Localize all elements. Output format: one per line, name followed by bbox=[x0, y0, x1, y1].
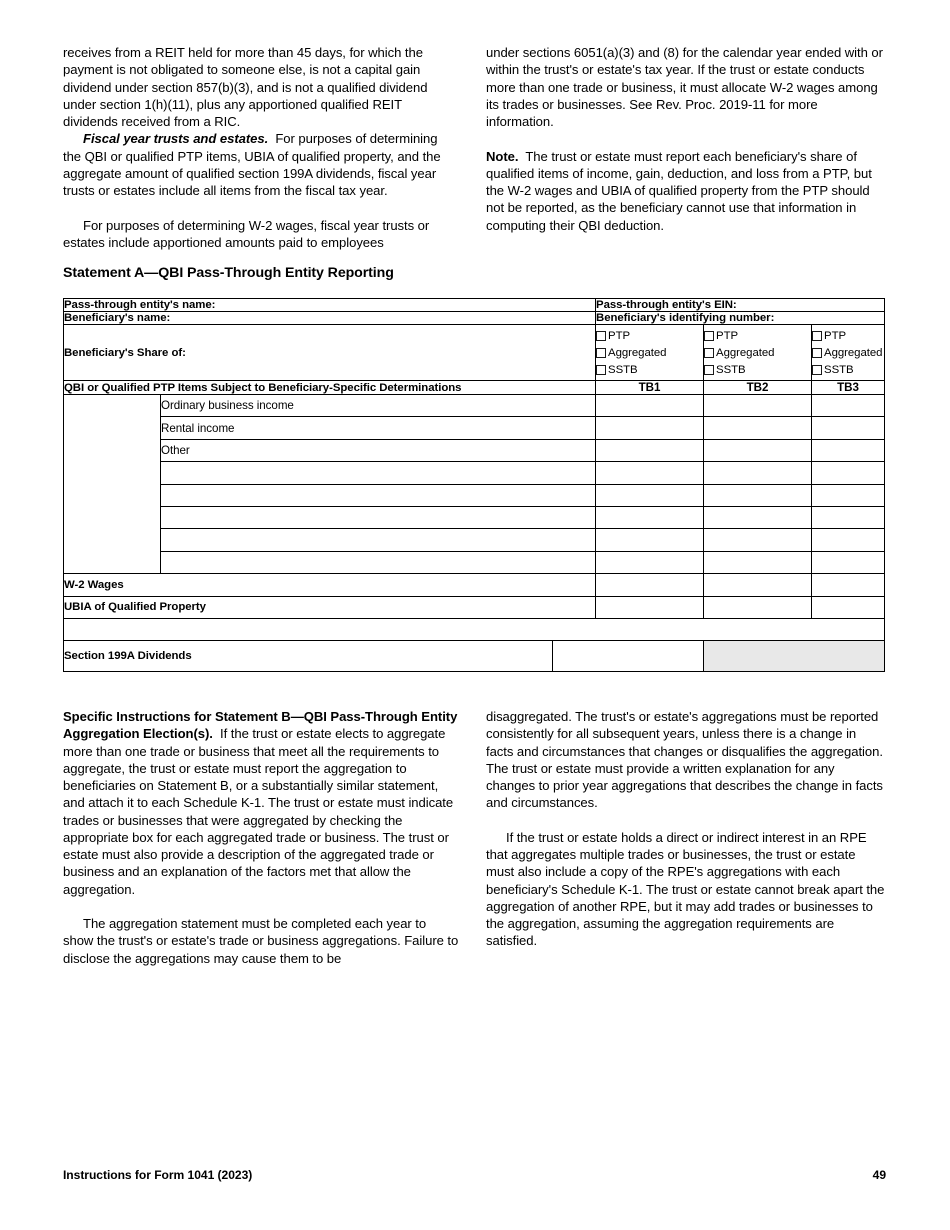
checkbox-label-aggregated-tb2: Aggregated bbox=[716, 346, 775, 359]
cell-line-item-tb3-value[interactable] bbox=[812, 506, 885, 528]
paragraph-note bbox=[486, 148, 886, 234]
checkbox-row-aggregated-tb3[interactable] bbox=[812, 344, 884, 361]
runin-fiscal-year-trusts: Fiscal year trusts and estates. bbox=[83, 131, 269, 147]
cell-line-item-tb3-value[interactable] bbox=[812, 462, 885, 484]
checkbox-row-sstb-tb2[interactable] bbox=[704, 361, 811, 378]
cell-line-item-label[interactable]: Rental income bbox=[161, 417, 596, 439]
table-row-line-item bbox=[64, 395, 885, 417]
table-row-line-item bbox=[64, 484, 885, 506]
column-header-tb3: TB3 bbox=[812, 381, 885, 395]
table-row-blank-separator bbox=[64, 618, 885, 640]
cell-line-item-tb3-value[interactable] bbox=[812, 417, 885, 439]
cell-checkbox-group-tb2 bbox=[704, 325, 812, 381]
paragraph-disaggregated: disaggregated. The trust's or estate's aggregations must be reported consistently for all subsequent years, unless there is a change in facts and circumstances that changes or disqualifies the aggregation. The trust or estate must provide a written explanation for any changes to prior year aggregations that describes the change in facts and circumstances. bbox=[486, 709, 883, 811]
spacer bbox=[213, 726, 220, 741]
paragraph-sections-6051: under sections 6051(a)(3) and (8) for the calendar year ended with or within the trust's or estate's tax year. If the trust or estate conducts more than one trade or business, it must allocate W-2 wages among its trades or businesses. See Rev. Proc. 2019-11 for more information. bbox=[486, 45, 883, 129]
column-header-tb2: TB2 bbox=[704, 381, 812, 395]
paragraph-gap bbox=[486, 812, 886, 829]
checkbox-icon-sstb-tb1[interactable] bbox=[596, 365, 606, 375]
paragraph-aggregation-statement: The aggregation statement must be completed each year to show the trust's or estate's trade or business aggregations. Failure to disclose the aggregations may cause them to be bbox=[63, 916, 459, 966]
cell-w2-wages-tb3-value[interactable] bbox=[812, 574, 885, 596]
checkbox-label-ptp-tb1: PTP bbox=[608, 329, 631, 342]
footer-document-title: Instructions for Form 1041 (2023) bbox=[63, 1168, 253, 1182]
checkbox-label-aggregated-tb3: Aggregated bbox=[824, 346, 883, 359]
cell-line-item-tb3-value[interactable] bbox=[812, 484, 885, 506]
paragraph-w2-wages-determining: For purposes of determining W-2 wages, fiscal year trusts or estates include apportioned amounts paid to employees bbox=[63, 217, 430, 250]
paragraph-gap bbox=[63, 199, 459, 216]
checkbox-row-aggregated-tb1[interactable] bbox=[596, 344, 703, 361]
cell-line-item-label[interactable]: Ordinary business income bbox=[161, 395, 596, 417]
checkbox-label-aggregated-tb1: Aggregated bbox=[608, 346, 667, 359]
table-row-line-item bbox=[64, 462, 885, 484]
cell-entity-name-label: Pass-through entity's name: bbox=[64, 299, 596, 312]
cell-blank-separator bbox=[64, 618, 885, 640]
cell-w2-wages-label: W-2 Wages bbox=[64, 574, 596, 596]
paragraph-reit-continuation: receives from a REIT held for more than 45 days, for which the payment is not obligated to someone else, is not a capital gain dividend under section 857(b)(3), and is not a qualified dividend under section 1(h)(11), plus any apportioned qualified REIT dividends received from a RIC. bbox=[63, 45, 428, 129]
footer-page-number: 49 bbox=[872, 1168, 886, 1182]
cell-section-199a-value[interactable] bbox=[553, 640, 704, 671]
cell-line-item-tb1-value[interactable] bbox=[596, 417, 704, 439]
cell-qbi-items-label: QBI or Qualified PTP Items Subject to Beneficiary-Specific Determinations bbox=[64, 381, 596, 395]
checkbox-row-ptp-tb1[interactable] bbox=[596, 327, 703, 344]
checkbox-icon-ptp-tb1[interactable] bbox=[596, 331, 606, 341]
cell-w2-wages-tb1-value[interactable] bbox=[596, 574, 704, 596]
cell-entity-ein-label[interactable]: Pass-through entity's EIN: bbox=[596, 299, 885, 312]
cell-line-item-tb2-value[interactable] bbox=[704, 395, 812, 417]
paragraph-fiscal-year-body: For purposes of determining the QBI or qualified PTP items, UBIA of qualified property, and the aggregate amount of qualified section 199A dividends, fiscal year trusts or estates include all items from the fiscal tax year. bbox=[63, 131, 441, 198]
top-right-column bbox=[486, 44, 886, 251]
checkbox-icon-aggregated-tb2[interactable] bbox=[704, 348, 714, 358]
checkbox-row-sstb-tb3[interactable] bbox=[812, 361, 884, 378]
cell-ubia-tb1-value[interactable] bbox=[596, 596, 704, 618]
cell-ubia-tb3-value[interactable] bbox=[812, 596, 885, 618]
cell-line-item-tb1-value[interactable] bbox=[596, 439, 704, 461]
cell-line-item-tb1-value[interactable] bbox=[596, 506, 704, 528]
checkbox-icon-aggregated-tb1[interactable] bbox=[596, 348, 606, 358]
cell-line-item-tb2-value[interactable] bbox=[704, 417, 812, 439]
column-header-tb1: TB1 bbox=[596, 381, 704, 395]
cell-line-item-label[interactable] bbox=[161, 506, 596, 528]
checkbox-label-sstb-tb3: SSTB bbox=[824, 363, 854, 376]
cell-section-199a-label: Section 199A Dividends bbox=[64, 640, 553, 671]
table-row-line-item bbox=[64, 529, 885, 551]
checkbox-row-sstb-tb1[interactable] bbox=[596, 361, 703, 378]
runin-statement-b-heading: Specific Instructions for Statement B—QBI Pass-Through Entity Aggregation Election(s). bbox=[63, 709, 458, 742]
cell-ubia-label: UBIA of Qualified Property bbox=[64, 596, 596, 618]
cell-line-item-tb2-value[interactable] bbox=[704, 506, 812, 528]
checkbox-label-ptp-tb2: PTP bbox=[716, 329, 739, 342]
cell-line-item-tb2-value[interactable] bbox=[704, 439, 812, 461]
cell-line-item-label[interactable] bbox=[161, 551, 596, 573]
cell-line-item-tb2-value[interactable] bbox=[704, 551, 812, 573]
bottom-right-column bbox=[486, 708, 886, 967]
paragraph-fiscal-year-trusts bbox=[63, 130, 459, 199]
cell-line-item-label[interactable] bbox=[161, 529, 596, 551]
table-row-line-item bbox=[64, 506, 885, 528]
cell-beneficiary-name-label: Beneficiary's name: bbox=[64, 312, 596, 325]
cell-line-item-tb3-value[interactable] bbox=[812, 395, 885, 417]
cell-checkbox-group-tb1 bbox=[596, 325, 704, 381]
cell-line-item-tb1-value[interactable] bbox=[596, 529, 704, 551]
statement-a-table bbox=[63, 298, 885, 672]
cell-line-item-tb2-value[interactable] bbox=[704, 462, 812, 484]
checkbox-label-sstb-tb2: SSTB bbox=[716, 363, 746, 376]
cell-line-item-tb3-value[interactable] bbox=[812, 439, 885, 461]
table-row-qbi-items-header bbox=[64, 381, 885, 395]
page-footer bbox=[63, 1168, 886, 1182]
checkbox-row-ptp-tb2[interactable] bbox=[704, 327, 811, 344]
cell-ubia-tb2-value[interactable] bbox=[704, 596, 812, 618]
table-row-w2-wages bbox=[64, 574, 885, 596]
table-row-ubia bbox=[64, 596, 885, 618]
cell-line-item-tb1-value[interactable] bbox=[596, 462, 704, 484]
bottom-text-columns bbox=[63, 708, 886, 967]
table-row-line-item bbox=[64, 551, 885, 573]
cell-line-item-label[interactable]: Other bbox=[161, 439, 596, 461]
checkbox-icon-sstb-tb2[interactable] bbox=[704, 365, 714, 375]
cell-line-item-label[interactable] bbox=[161, 484, 596, 506]
checkbox-icon-ptp-tb3[interactable] bbox=[812, 331, 822, 341]
cell-line-item-tb1-value[interactable] bbox=[596, 551, 704, 573]
cell-line-item-tb2-value[interactable] bbox=[704, 529, 812, 551]
paragraph-statement-b-instructions bbox=[63, 708, 459, 898]
cell-line-item-tb1-value[interactable] bbox=[596, 395, 704, 417]
cell-beneficiary-id-label[interactable]: Beneficiary's identifying number: bbox=[596, 312, 885, 325]
checkbox-row-ptp-tb3[interactable] bbox=[812, 327, 884, 344]
cell-line-item-stub-merged bbox=[64, 395, 161, 574]
cell-beneficiary-share-label: Beneficiary's Share of: bbox=[64, 325, 596, 381]
runin-note: Note. bbox=[486, 148, 519, 164]
table-row-line-item bbox=[64, 417, 885, 439]
paragraph-statement-b-body: If the trust or estate elects to aggregate more than one trade or business that meet all the requirements to aggregate, the trust or estate must report the aggregation to beneficiaries on Statement B, or a substantially similar statement, and attach it to each Schedule K-1. The trust or estate must indicate trades or businesses that were aggregated by checking the appropriate box for each aggregated trade or business. The trust or estate must also provide a description of the aggregated trade or business and an explanation of the factors met that allow the aggregation. bbox=[63, 726, 454, 897]
checkbox-icon-sstb-tb3[interactable] bbox=[812, 365, 822, 375]
table-row-section-199a-dividends bbox=[64, 640, 885, 671]
checkbox-icon-aggregated-tb3[interactable] bbox=[812, 348, 822, 358]
top-left-column bbox=[63, 44, 459, 251]
cell-line-item-tb3-value[interactable] bbox=[812, 529, 885, 551]
cell-line-item-tb1-value[interactable] bbox=[596, 484, 704, 506]
paragraph-rpe-interest: If the trust or estate holds a direct or indirect interest in an RPE that aggregates multiple trades or businesses, the trust or estate must also include a copy of the RPE's aggregations with each beneficiary's Schedule K-1. The trust or estate cannot break apart the aggregation of another RPE, but it may add trades or businesses to the aggregation, assuming the aggregation requirements are satisfied. bbox=[486, 829, 885, 949]
checkbox-label-ptp-tb3: PTP bbox=[824, 329, 847, 342]
statement-a-heading: Statement A—QBI Pass-Through Entity Reporting bbox=[63, 265, 394, 281]
cell-line-item-label[interactable] bbox=[161, 462, 596, 484]
paragraph-gap bbox=[63, 898, 459, 915]
paragraph-note-body: The trust or estate must report each beneficiary's share of qualified items of income, gain, deduction, and loss from a PTP, but the W-2 wages and UBIA of qualified property from the PTP should not be reported, as the beneficiary cannot use that information in computing their QBI deduction. bbox=[486, 148, 872, 233]
table-row-line-item bbox=[64, 439, 885, 461]
checkbox-label-sstb-tb1: SSTB bbox=[608, 363, 638, 376]
table-row-beneficiary-name bbox=[64, 312, 885, 325]
bottom-left-column bbox=[63, 708, 459, 967]
cell-section-199a-shaded bbox=[704, 640, 885, 671]
top-text-columns bbox=[63, 44, 886, 251]
checkbox-row-aggregated-tb2[interactable] bbox=[704, 344, 811, 361]
cell-line-item-tb2-value[interactable] bbox=[704, 484, 812, 506]
cell-line-item-tb3-value[interactable] bbox=[812, 551, 885, 573]
cell-checkbox-group-tb3 bbox=[812, 325, 885, 381]
paragraph-gap bbox=[486, 130, 886, 147]
checkbox-icon-ptp-tb2[interactable] bbox=[704, 331, 714, 341]
cell-w2-wages-tb2-value[interactable] bbox=[704, 574, 812, 596]
table-row-beneficiary-share bbox=[64, 325, 885, 381]
table-row-entity-name bbox=[64, 299, 885, 312]
